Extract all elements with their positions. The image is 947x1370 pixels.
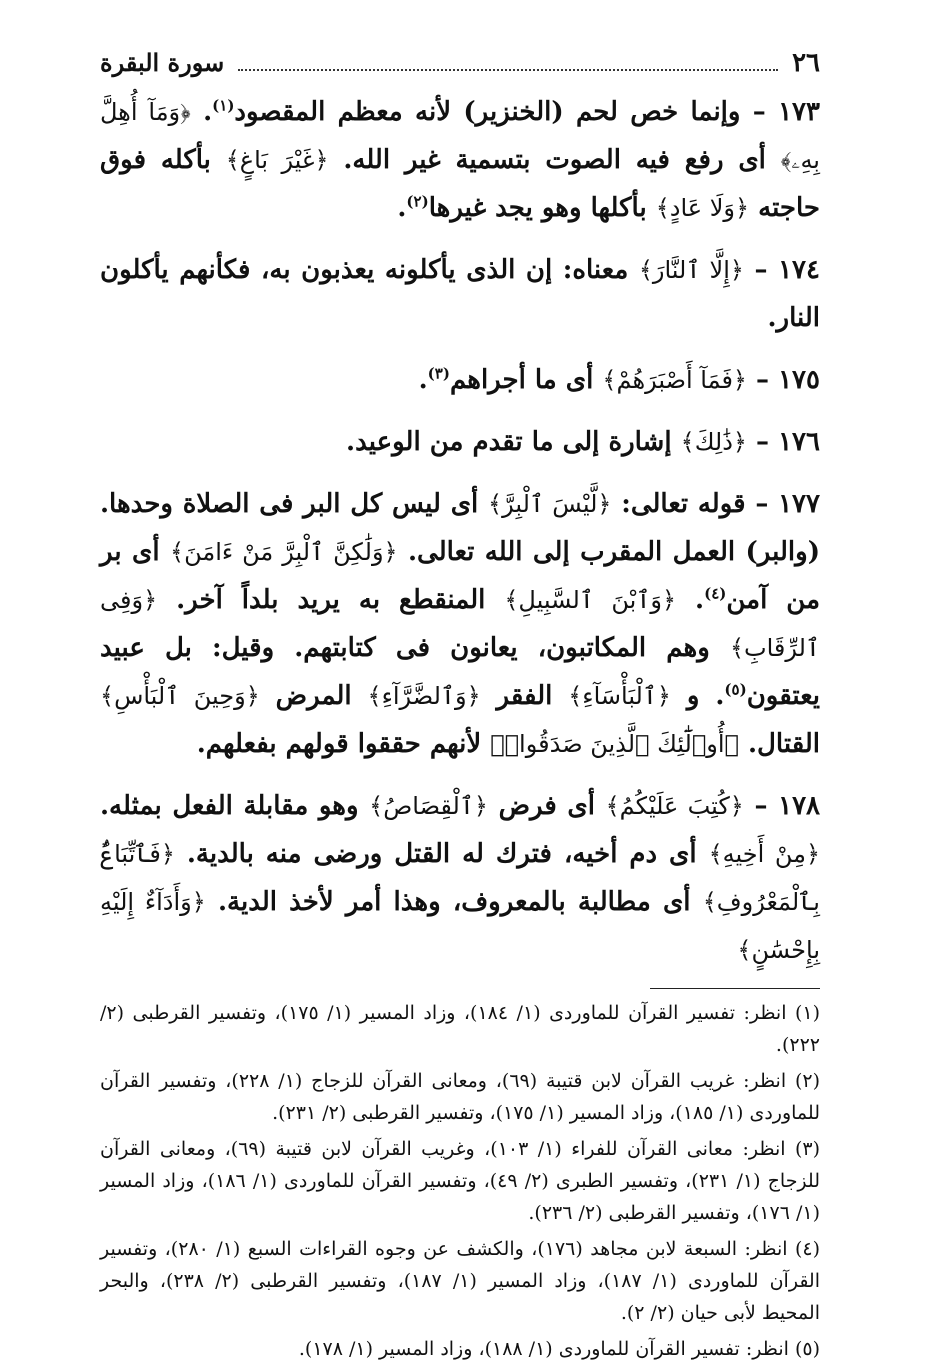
commentary-paragraph	[100, 480, 820, 768]
paragraph-text: أى دم أخيه، فترك له القتل ورضى منه بالدية.	[174, 839, 709, 869]
paragraph-text: أى ليس كل البر فى الصلاة وحدها. (والبر) العمل المقرب إلى الله تعالى.	[100, 489, 820, 567]
paragraph-text: أى رفع فيه الصوت بتسمية غير الله.	[328, 145, 781, 175]
main-text	[100, 88, 820, 974]
paragraph-text: القتال.	[738, 729, 820, 759]
book-page	[100, 48, 820, 1369]
quran-verse: ﴿أُو۟لَٰٓئِكَ ٱلَّذِينَ صَدَقُوا۟﴾	[490, 730, 739, 758]
footnote-ref: (١)	[212, 96, 235, 115]
quran-verse: ﴿ٱلْقِصَاصُ﴾	[369, 792, 488, 820]
paragraph-text: ١٧٥ –	[746, 365, 820, 395]
paragraph-text: بأكلها وهو يجد غيرها	[428, 193, 656, 223]
footnote-ref: (٢)	[406, 192, 429, 211]
quran-verse: ﴿ٱلْبَأْسَآءِ﴾	[568, 682, 671, 710]
footnote: (٥) انظر: تفسير القرآن للماوردى (١/ ١٨٨)، وزاد المسير (١/ ١٧٨).	[298, 1338, 820, 1360]
quran-verse: ﴿وَحِينَ ٱلْبَأْسِ﴾	[100, 682, 260, 710]
footnote-ref: (٥)	[724, 680, 747, 699]
quran-verse: ﴿وَمَآ أُهِلَّ بِهِۦ﴾	[100, 98, 820, 174]
paragraph-text: .	[676, 585, 705, 615]
paragraph-text: الفقر	[480, 681, 569, 711]
paragraph-text: المرض	[259, 681, 368, 711]
paragraph-text: أى مطالبة بالمعروف، وهذا أمر لأخذ الدية.	[205, 887, 703, 917]
quran-verse: ﴿كُتِبَ عَلَيْكُمُ﴾	[605, 792, 744, 820]
surah-title: سورة البقرة	[100, 48, 225, 77]
paragraph-text: أى ما أجراهم	[449, 365, 603, 395]
footnotes	[100, 997, 820, 1365]
paragraph-text: لأنهم حققوا قولهم بفعلهم.	[196, 729, 491, 759]
paragraph-text: .	[418, 365, 428, 395]
paragraph-text: معناه: إن الذى يأكلونه يعذبون به، فكأنهم يأكلون النار.	[100, 255, 820, 333]
paragraph-text: أى فرض	[487, 791, 606, 821]
footnote-ref: (٣)	[427, 364, 450, 383]
paragraph-text: المنقطع به يريد بلداً آخر.	[157, 585, 505, 615]
quran-verse: ﴿فَٱتِّبَاعٌۢ بِٱلْمَعْرُوفِ﴾	[100, 840, 820, 916]
paragraph-text: أى بر من آمن	[100, 537, 821, 615]
paragraph-text: .	[190, 97, 213, 127]
commentary-paragraph	[100, 418, 820, 466]
quran-verse: ﴿وَأَدَآءٌ إِلَيْهِ بِإِحْسَٰنٍ﴾	[100, 888, 820, 964]
footnote: (١) انظر: تفسير القرآن للماوردى (١/ ١٨٤)، وزاد المسير (١/ ١٧٥)، وتفسير القرطبى (٢/ ٢٢٢).	[100, 1002, 821, 1056]
commentary-paragraph	[100, 782, 820, 974]
paragraph-text: .	[397, 193, 407, 223]
paragraph-text: ١٧٨ –	[743, 791, 821, 821]
commentary-paragraph	[100, 88, 820, 232]
quran-verse: ﴿وَفِى ٱلرِّقَابِ﴾	[100, 586, 820, 662]
footnote: (٣) انظر: معانى القرآن للفراء (١/ ١٠٣)، وغريب القرآن لابن قتيبة (٦٩)، ومعانى القرآن للزجاج (١/ ٢٣١)، وتفسير الطبرى (٢/ ٤٩)، وتفسير القرآن للماوردى (١/ ١٨٦)، وزاد المسير (١/ ١٧٦)، وتفسير القرطبى (٢/ ٢٣٦).	[100, 1138, 820, 1224]
paragraph-text: إشارة إلى ما تقدم من الوعيد.	[346, 427, 681, 457]
quran-verse: ﴿ذَٰلِكَ﴾	[680, 428, 747, 456]
quran-verse: ﴿وَلَٰكِنَّ ٱلْبِرَّ مَنْ ءَامَنَ﴾	[170, 538, 398, 566]
quran-verse: ﴿وَلَا عَادٍ﴾	[655, 194, 750, 222]
commentary-paragraph	[100, 356, 820, 404]
footnote-separator	[650, 988, 820, 989]
paragraph-text: وهم المكاتبون، يعانون فى كتابتهم. وقيل: بل عبيد يعتقون	[100, 633, 820, 711]
footnote-ref: (٤)	[704, 584, 727, 603]
page-number: ٢٦	[792, 48, 820, 78]
paragraph-text: وهو مقابلة الفعل بمثله.	[100, 791, 370, 821]
footnote: (٤) انظر: السبعة لابن مجاهد (١٧٦)، والكشف عن وجوه القراءات السبع (١/ ٢٨٠)، وتفسير القرآن للماوردى (١/ ١٨٧)، وزاد المسير (١/ ١٨٧)، وتفسير القرطبى (٢/ ٢٣٨)، والبحر المحيط لأبى حيان (٢/ ٢).	[100, 1238, 820, 1324]
quran-verse: ﴿وَٱلضَّرَّآءِ﴾	[367, 682, 481, 710]
paragraph-text: ١٧٦ –	[746, 427, 820, 457]
quran-verse: ﴿غَيْرَ بَاغٍ﴾	[225, 146, 329, 174]
page-header	[100, 48, 820, 88]
quran-verse: ﴿فَمَآ أَصْبَرَهُمْ﴾	[602, 366, 747, 394]
quran-verse: ﴿إِلَّا ٱلنَّارَ﴾	[638, 256, 744, 284]
paragraph-text: ١٧٧ – قوله تعالى:	[611, 489, 820, 519]
quran-verse: ﴿لَّيْسَ ٱلْبِرَّ﴾	[488, 490, 612, 518]
paragraph-text: ١٧٤ –	[743, 255, 820, 285]
quran-verse: ﴿مِنْ أَخِيهِ﴾	[708, 840, 821, 868]
paragraph-text: . و	[671, 681, 725, 711]
header-dot-leader	[238, 53, 778, 71]
quran-verse: ﴿وَٱبْنَ ٱلسَّبِيلِ﴾	[504, 586, 677, 614]
commentary-paragraph	[100, 246, 820, 342]
paragraph-text: بأكله فوق حاجته	[100, 145, 820, 223]
paragraph-text: ١٧٣ – وإنما خص لحم (الخنزير) لأنه معظم المقصود	[234, 97, 820, 127]
footnote: (٢) انظر: غريب القرآن لابن قتيبة (٦٩)، ومعانى القرآن للزجاج (١/ ٢٢٨)، وتفسير القرآن للماوردى (١/ ١٨٥)، وزاد المسير (١/ ١٧٥)، وتفسير القرطبى (٢/ ٢٣١).	[100, 1070, 821, 1124]
